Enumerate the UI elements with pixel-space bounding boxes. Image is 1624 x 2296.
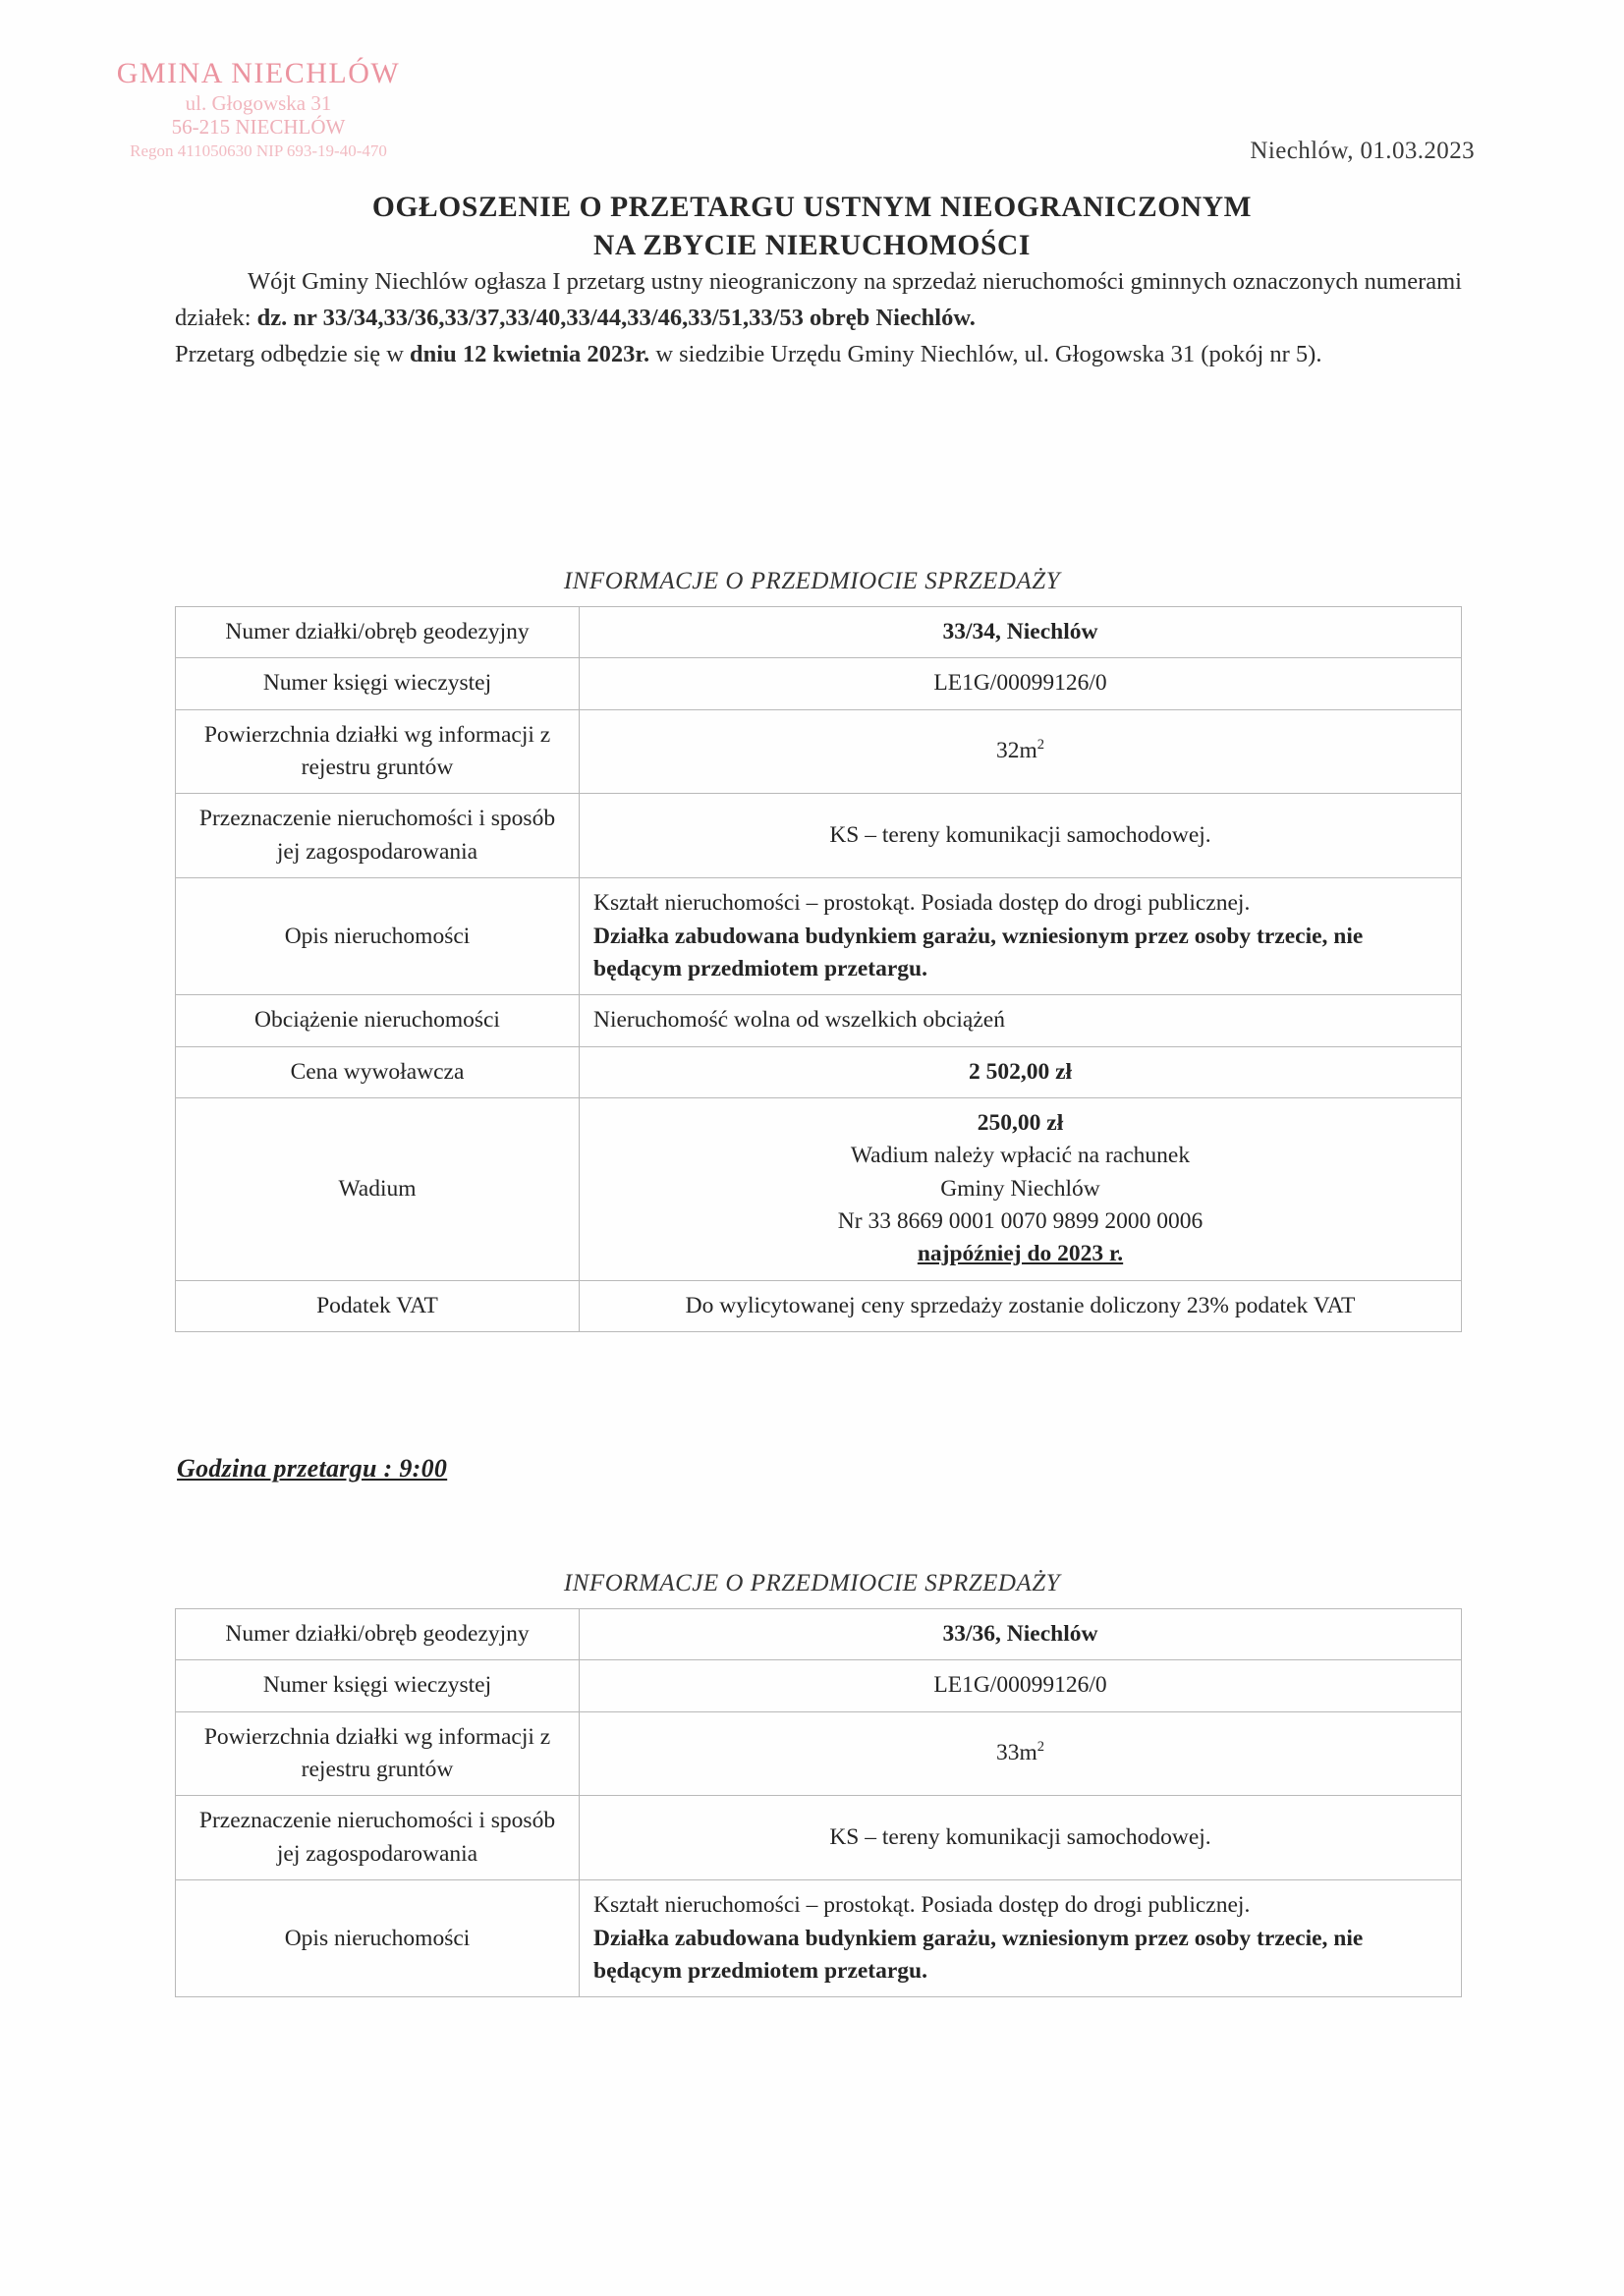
table-row <box>176 1609 1462 1660</box>
municipality-stamp <box>47 57 470 160</box>
row-label-description: Opis nieruchomości <box>176 878 580 995</box>
row-label-land-register: Numer księgi wieczystej <box>176 658 580 709</box>
row-label-area: Powierzchnia działki wg informacji z rejestru gruntów <box>176 709 580 794</box>
property-table-1 <box>175 606 1462 1332</box>
t2-area-exponent: 2 <box>1036 1739 1045 1756</box>
table-row <box>176 607 1462 658</box>
t1-land-register-value: LE1G/00099126/0 <box>580 658 1462 709</box>
row-label-purpose: Przeznaczenie nieruchomości i sposób jej zagospodarowania <box>176 794 580 878</box>
intro-parcel-numbers: dz. nr 33/34,33/36,33/37,33/40,33/44,33/46,33/51,33/53 obręb Niechlów. <box>256 305 976 332</box>
stamp-postal-city: 56-215 NIECHLÓW <box>171 115 346 140</box>
t1-deposit-account-number: Nr 33 8669 0001 0070 9899 2000 0006 <box>837 1208 1204 1235</box>
t1-area-number: 32m <box>995 738 1037 764</box>
row-label-parcel: Numer działki/obręb geodezyjny <box>176 1609 580 1660</box>
row-label-parcel: Numer działki/obręb geodezyjny <box>176 607 580 658</box>
t1-deposit-instruction: Wadium należy wpłacić na rachunek <box>850 1143 1191 1169</box>
table-row <box>176 878 1462 995</box>
row-label-purpose: Przeznaczenie nieruchomości i sposób jej zagospodarowania <box>176 1796 580 1880</box>
table-row <box>176 1280 1462 1331</box>
table-row <box>176 995 1462 1046</box>
table-row <box>176 1097 1462 1280</box>
intro-auction-prefix: Przetarg odbędzie się w <box>175 341 411 368</box>
auction-hour-line: Godzina przetargu : 9:00 <box>177 1454 448 1483</box>
intro-auction-date <box>175 336 1462 372</box>
table-row <box>176 1660 1462 1711</box>
table-row <box>176 1046 1462 1097</box>
t2-land-register-value: LE1G/00099126/0 <box>580 1660 1462 1711</box>
intro-announcement-text: Wójt Gminy Niechlów ogłasza I przetarg ustny nieograniczony na sprzedaż nieruchomości gminnych oznaczonych numerami działek: <box>175 268 1462 332</box>
row-label-area: Powierzchnia działki wg informacji z rejestru gruntów <box>176 1711 580 1796</box>
t1-description-line-2: Działka zabudowana budynkiem garażu, wzniesionym przez osoby trzecie, nie będącym przedmiotem przetargu. <box>593 923 1364 981</box>
page-title-line-1: OGŁOSZENIE O PRZETARGU USTNYM NIEOGRANICZONYM <box>371 192 1253 223</box>
document-date: Niechlów, 01.03.2023 <box>1250 138 1475 164</box>
page-title <box>0 189 1624 265</box>
row-label-deposit: Wadium <box>176 1097 580 1280</box>
t2-description-line-1: Kształt nieruchomości – prostokąt. Posiada dostęp do drogi publicznej. <box>593 1892 1251 1919</box>
table-row <box>176 1796 1462 1880</box>
t1-area-exponent: 2 <box>1036 737 1045 754</box>
t1-parcel-value: 33/34, Niechlów <box>580 607 1462 658</box>
t1-encumbrance-value: Nieruchomość wolna od wszelkich obciążeń <box>580 995 1462 1046</box>
row-label-vat: Podatek VAT <box>176 1280 580 1331</box>
t1-vat-value: Do wylicytowanej ceny sprzedaży zostanie doliczony 23% podatek VAT <box>580 1280 1462 1331</box>
row-label-description: Opis nieruchomości <box>176 1880 580 1997</box>
row-label-encumbrance: Obciążenie nieruchomości <box>176 995 580 1046</box>
t1-area-value <box>580 709 1462 794</box>
table-row <box>176 1880 1462 1997</box>
stamp-municipality-name: GMINA NIECHLÓW <box>116 57 401 89</box>
t2-purpose-value: KS – tereny komunikacji samochodowej. <box>580 1796 1462 1880</box>
t1-description-line-1: Kształt nieruchomości – prostokąt. Posiada dostęp do drogi publicznej. <box>593 890 1251 917</box>
page-title-line-2: NA ZBYCIE NIERUCHOMOŚCI <box>593 229 1031 261</box>
t1-starting-price-value: 2 502,00 zł <box>580 1046 1462 1097</box>
row-label-starting-price: Cena wywoławcza <box>176 1046 580 1097</box>
t2-description-line-2: Działka zabudowana budynkiem garażu, wzniesionym przez osoby trzecie, nie będącym przedmiotem przetargu. <box>593 1925 1364 1984</box>
table-row <box>176 658 1462 709</box>
t1-deposit-amount: 250,00 zł <box>977 1109 1064 1136</box>
section-caption-1: INFORMACJE O PRZEDMIOCIE SPRZEDAŻY <box>563 568 1061 594</box>
section-caption-2: INFORMACJE O PRZEDMIOCIE SPRZEDAŻY <box>563 1570 1061 1596</box>
t1-deposit-value <box>580 1097 1462 1280</box>
intro-paragraph <box>175 263 1462 373</box>
stamp-regon-nip: Regon 411050630 NIP 693-19-40-470 <box>130 140 387 160</box>
intro-auction-date-value: dniu 12 kwietnia 2023r. <box>410 341 650 368</box>
t1-deposit-deadline: najpóźniej do 2023 r. <box>917 1241 1124 1267</box>
t1-purpose-value: KS – tereny komunikacji samochodowej. <box>580 794 1462 878</box>
t2-area-number: 33m <box>995 1740 1037 1766</box>
row-label-land-register: Numer księgi wieczystej <box>176 1660 580 1711</box>
t2-description-value <box>580 1880 1462 1997</box>
property-table-2 <box>175 1608 1462 1997</box>
t1-description-value <box>580 878 1462 995</box>
t1-deposit-beneficiary: Gminy Niechlów <box>940 1175 1100 1202</box>
intro-announcement <box>175 263 1462 336</box>
table-row <box>176 709 1462 794</box>
t2-parcel-value: 33/36, Niechlów <box>580 1609 1462 1660</box>
t2-area-value <box>580 1711 1462 1796</box>
stamp-street: ul. Głogowska 31 <box>185 90 332 115</box>
intro-auction-suffix: w siedzibie Urzędu Gminy Niechlów, ul. Głogowska 31 (pokój nr 5). <box>649 341 1322 368</box>
table-row <box>176 1711 1462 1796</box>
table-row <box>176 794 1462 878</box>
